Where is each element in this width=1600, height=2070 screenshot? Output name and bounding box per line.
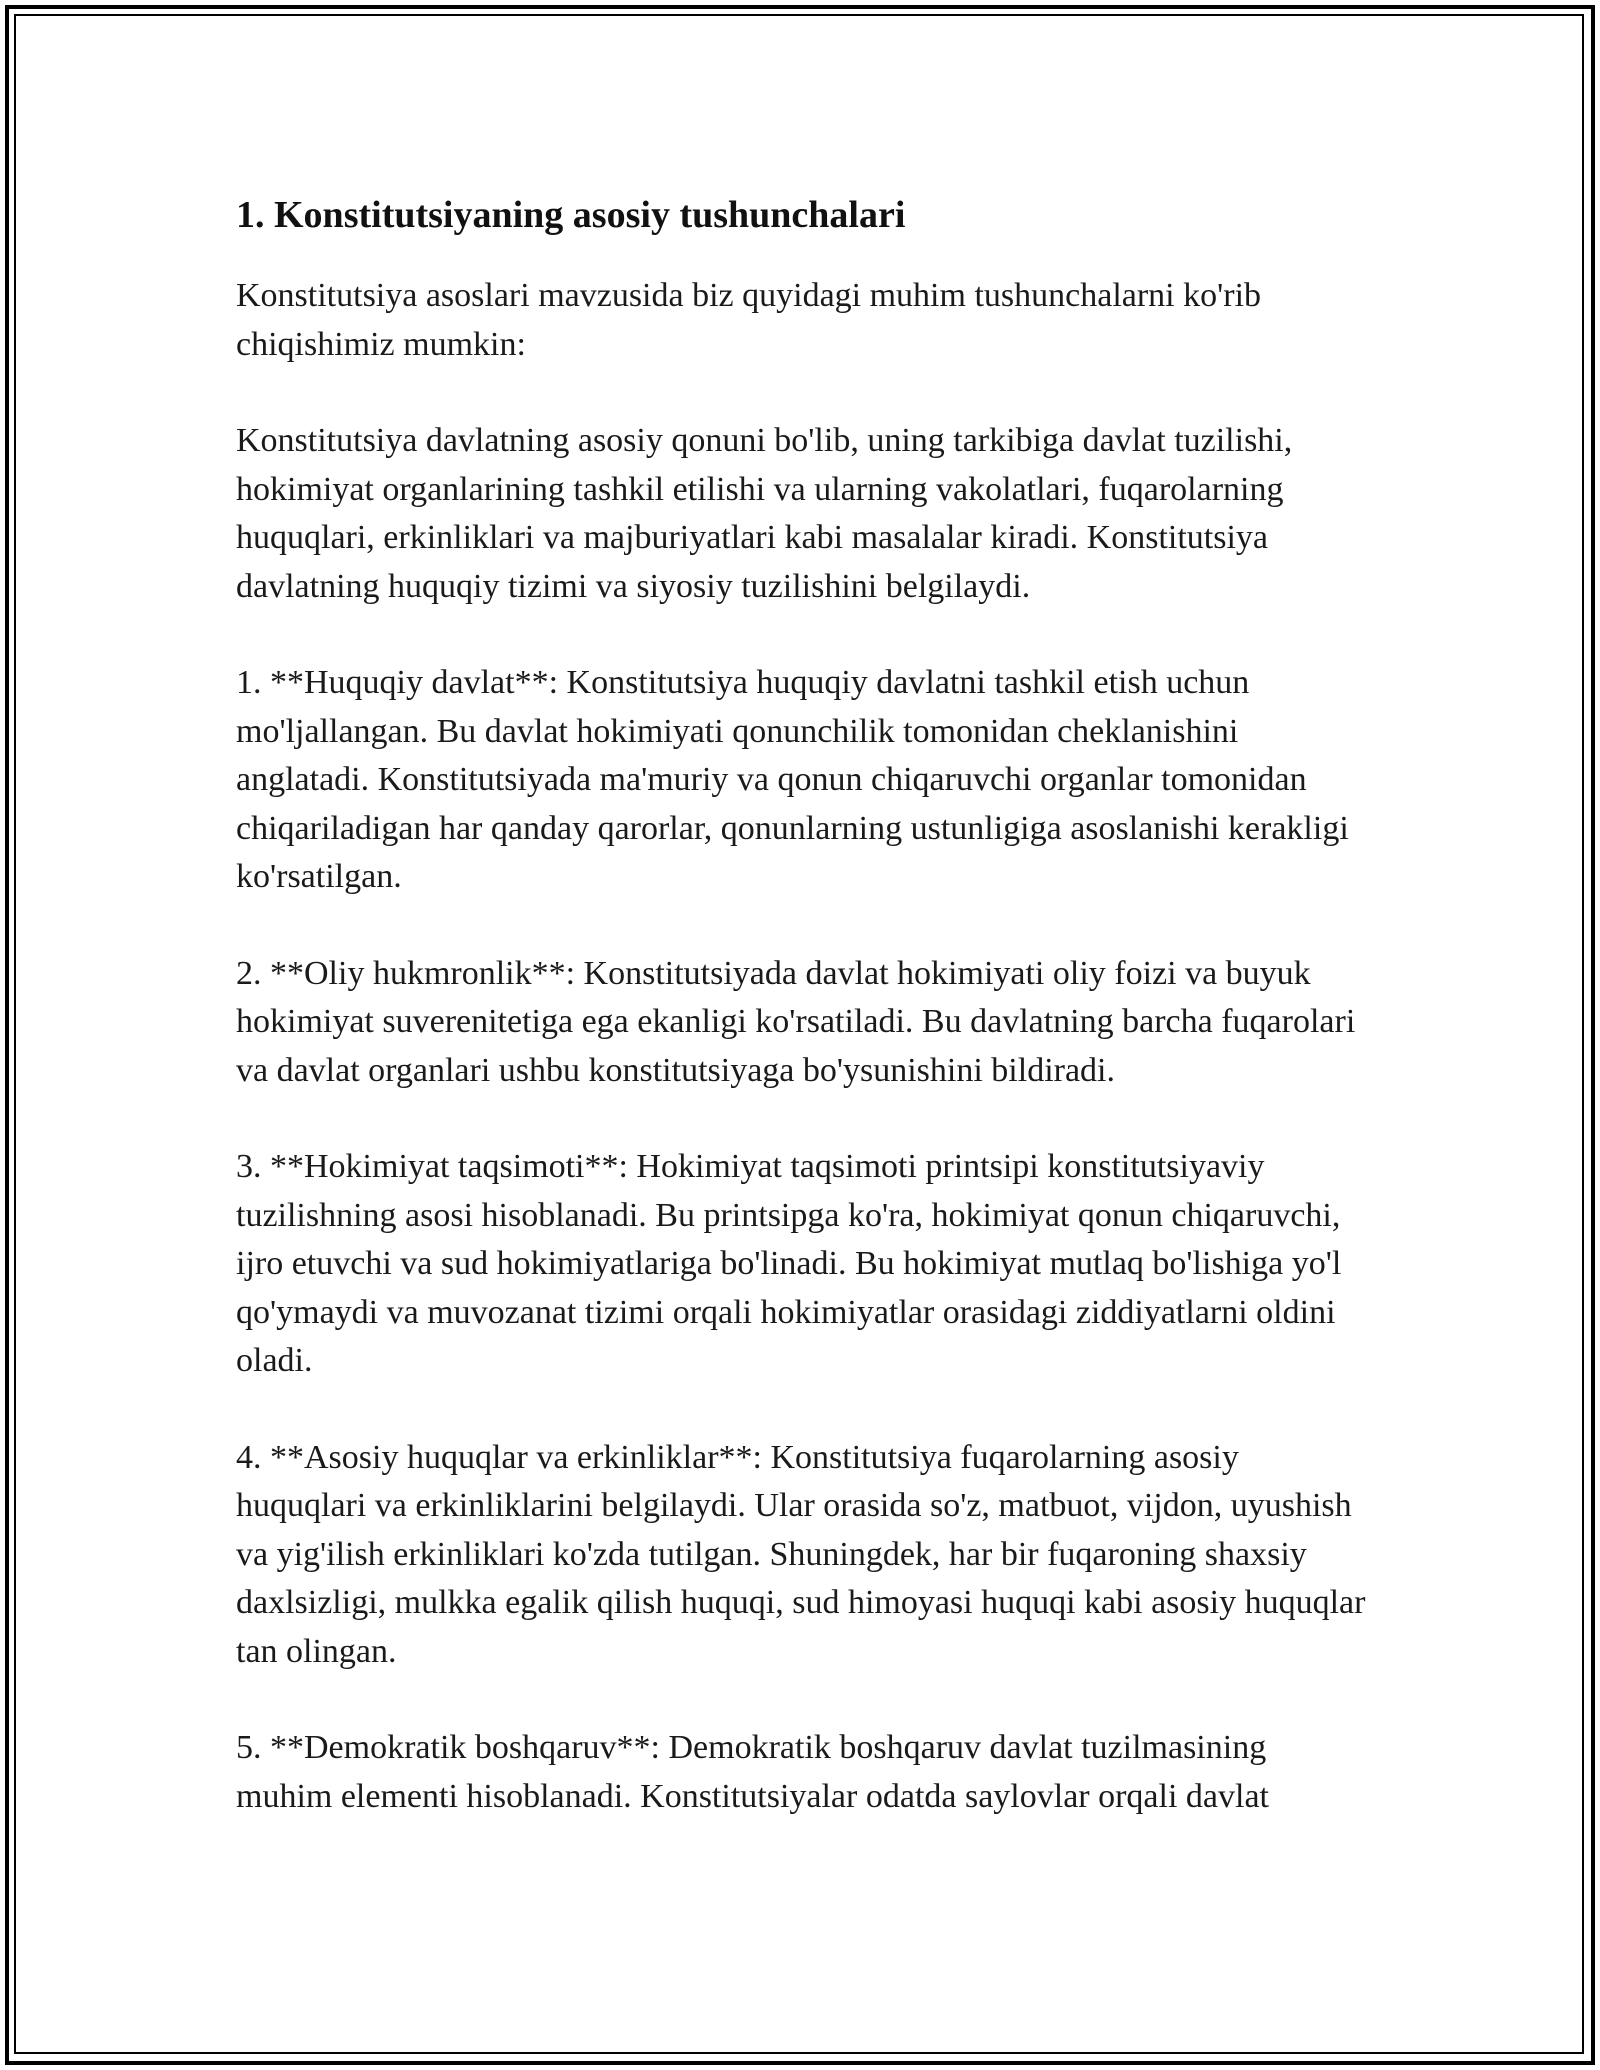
list-item-huquqiy-davlat: 1. **Huquqiy davlat**: Konstitutsiya huquqiy davlatni tashkil etish uchun mo'ljallangan. Bu davlat hokimiyati qonunchilik tomonidan cheklanishini anglatadi. Konstitutsiyada ma'muriy va qonun chiqaruvchi organlar tomonidan chiqariladigan har qanday qarorlar, qonunlarning ustunligiga asoslanishi kerakligi ko'rsatilgan. — [236, 664, 1358, 895]
section-heading: 1. Konstitutsiyaning asosiy tushunchalari — [236, 194, 906, 236]
intro-paragraph: Konstitutsiya asoslari mavzusida biz quyidagi muhim tushunchalarni ko'rib chiqishimiz mumkin: — [236, 277, 1270, 363]
list-item-demokratik-boshqaruv: 5. **Demokratik boshqaruv**: Demokratik boshqaruv davlat tuzilmasining muhim elementi hisoblanadi. Konstitutsiyalar odatda saylovlar orqali davlat — [236, 1729, 1275, 1815]
list-item-asosiy-huquqlar: 4. **Asosiy huquqlar va erkinliklar**: Konstitutsiya fuqarolarning asosiy huquqlari va erkinliklarini belgilaydi. Ular orasida so'z, matbuot, vijdon, uyushish va yig'ilish erkinliklari ko'zda tutilgan. Shuningdek, har bir fuqaroning shaxsiy daxlsizligi, mulkka egalik qilish huquqi, sud himoyasi huquqi kabi asosiy huquqlar tan olingan. — [236, 1438, 1374, 1670]
document-body — [236, 188, 1374, 1869]
list-item-oliy-hukmronlik: 2. **Oliy hukmronlik**: Konstitutsiyada davlat hokimiyati oliy foizi va buyuk hokimiyat suverenitetiga ega ekanligi ko'rsatiladi. Bu davlatning barcha fuqarolari va davlat organlari ushbu konstitutsiyaga bo'ysunishini bildiradi. — [236, 954, 1364, 1089]
definition-paragraph: Konstitutsiya davlatning asosiy qonuni bo'lib, uning tarkibiga davlat tuzilishi, hokimiyat organlarining tashkil etilishi va ularning vakolatlari, fuqarolarning huquqlari, erkinliklari va majburiyatlari kabi masalalar kiradi. Konstitutsiya davlatning huquqiy tizimi va siyosiy tuzilishini belgilaydi. — [236, 422, 1301, 605]
list-item-hokimiyat-taqsimoti: 3. **Hokimiyat taqsimoti**: Hokimiyat taqsimoti printsipi konstitutsiyaviy tuzilishning asosi hisoblanadi. Bu printsipga ko'ra, hokimiyat qonun chiqaruvchi, ijro etuvchi va sud hokimiyatlariga bo'linadi. Bu hokimiyat mutlaq bo'lishiga yo'l qo'ymaydi va muvozanat tizimi orqali hokimiyatlar orasidagi ziddiyatlarni oldini oladi. — [236, 1148, 1350, 1379]
